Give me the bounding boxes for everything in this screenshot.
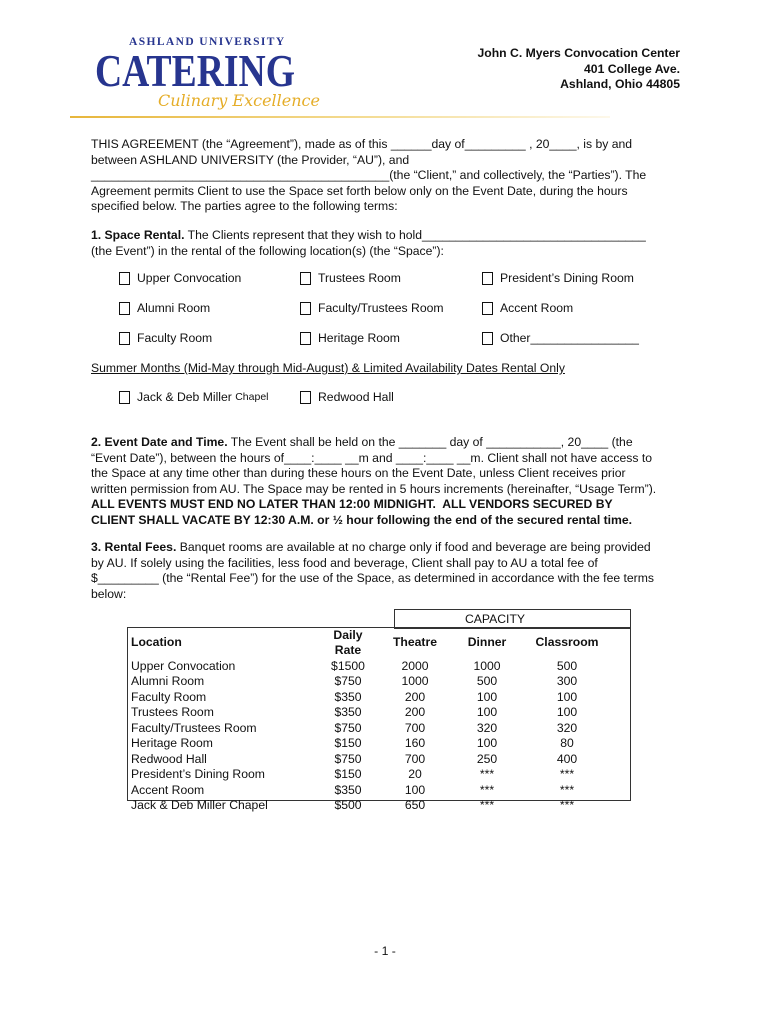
rental-fee-table — [127, 612, 607, 814]
cell-classroom: 500 — [556, 658, 578, 673]
logo-tagline: Culinary Excellence — [158, 91, 320, 110]
header-dinner: Dinner — [467, 635, 507, 650]
cell-rate: $350 — [334, 689, 362, 704]
logo-top-text: ASHLAND UNIVERSITY — [129, 36, 286, 48]
header-theatre: Theatre — [392, 635, 438, 650]
cell-dinner: *** — [479, 782, 495, 797]
option-redwood-hall[interactable]: Redwood Hall — [300, 390, 394, 406]
cell-rate: $150 — [334, 736, 362, 750]
cell-location: Jack & Deb Miller Chapel — [131, 798, 268, 812]
vacate-rule-1: ALL EVENTS MUST END NO LATER THAN 12:00 MIDNIGHT. ALL VENDORS SECURED BY — [91, 497, 613, 512]
header-rule — [70, 116, 610, 118]
section3-heading: 3. Rental Fees. — [91, 540, 177, 554]
checkbox[interactable] — [300, 332, 311, 345]
address-line-3: Ashland, Ohio 44805 — [560, 77, 680, 92]
cell-dinner: *** — [479, 767, 495, 781]
header-location: Location — [131, 635, 182, 650]
cell-dinner: 250 — [476, 751, 498, 766]
vacate-rule-2: CLIENT SHALL VACATE BY 12:30 A.M. or ½ hour following the end of the secured rental time. — [91, 512, 633, 527]
intro-line-2: between ASHLAND UNIVERSITY (the Provider, “AU”), and — [91, 152, 410, 167]
cell-location: Trustees Room — [131, 705, 214, 719]
cell-dinner: *** — [479, 798, 495, 812]
summer-rental-note: Summer Months (Mid-May through Mid-August) & Limited Availability Dates Rental Only — [91, 361, 565, 375]
table-row — [127, 767, 607, 783]
option-upper-convocation[interactable]: Upper Convocation — [119, 271, 241, 287]
cell-rate: $750 — [334, 720, 362, 735]
cell-location: Heritage Room — [131, 736, 213, 750]
cell-location: Redwood Hall — [131, 751, 207, 766]
cell-theatre: 1000 — [401, 674, 429, 688]
option-other[interactable]: Other________________ — [482, 331, 639, 347]
catering-logo — [95, 30, 335, 114]
table-row — [127, 736, 607, 752]
section1-line2: (the Event”) in the rental of the following location(s) (the “Space”): — [91, 243, 444, 258]
intro-line-3: ____________________________________________(the “Client,” and collectively, the “Parties”). The — [91, 168, 647, 183]
section2-heading: 2. Event Date and Time. — [91, 435, 228, 449]
option-trustees-room[interactable]: Trustees Room — [300, 271, 401, 287]
cell-rate: $350 — [334, 782, 362, 797]
table-row — [127, 798, 607, 814]
section1-line1: The Clients represent that they wish to hold_________________________________ — [184, 228, 646, 242]
cell-classroom: 100 — [556, 689, 578, 704]
checkbox[interactable] — [482, 302, 493, 315]
cell-theatre: 700 — [404, 720, 426, 735]
intro-line-4: Agreement permits Client to use the Space set forth below only on the Event Date, during the hours — [91, 183, 628, 198]
option-presidents-dining-room[interactable]: President’s Dining Room — [482, 271, 634, 287]
section-space-rental — [91, 228, 681, 259]
cell-rate: $750 — [334, 751, 362, 766]
checkbox[interactable] — [119, 302, 130, 315]
cell-rate: $150 — [334, 767, 362, 781]
cell-rate: $1500 — [331, 658, 365, 673]
header-classroom: Classroom — [535, 635, 599, 650]
address-line-2: 401 College Ave. — [584, 61, 680, 76]
cell-rate: $350 — [334, 705, 362, 719]
table-row — [127, 783, 607, 799]
cell-classroom: 80 — [560, 736, 574, 750]
logo-main-text: CATERING — [95, 45, 295, 96]
cell-dinner: 500 — [476, 674, 498, 688]
intro-line-1: THIS AGREEMENT (the “Agreement”), made as of this ______day of_________ , 20____, is by and — [91, 137, 633, 151]
checkbox[interactable] — [300, 391, 311, 404]
cell-classroom: *** — [559, 782, 575, 797]
cell-classroom: 100 — [556, 705, 578, 719]
option-accent-room[interactable]: Accent Room — [482, 301, 573, 317]
option-alumni-room[interactable]: Alumni Room — [119, 301, 210, 317]
venue-address — [440, 46, 680, 93]
table-row — [127, 705, 607, 721]
header-rate: Daily Rate — [333, 627, 363, 657]
section-event-date-time: 2. Event Date and Time. The Event shall be held on the _______ day of ___________, 20____ (the “Event Date”), between the hours of____:____ __m and ____:____ __m. Client shall not have access to the Space at any time other than during these hours on the Event Date, unless Client receives prior written permission from AU. The Space may be rented in 5 hours increments (hereinafter, “Usage Term”). ALL EVENTS MUST END NO LATER THAN 12:00 MIDNIGHT. ALL VENDORS SECURED BY CLIENT SHALL VACATE BY 12:30 A.M. or ½ hour following the end of the secured rental time. — [91, 435, 681, 529]
table-row — [127, 721, 607, 737]
checkbox[interactable] — [119, 272, 130, 285]
checkbox[interactable] — [482, 272, 493, 285]
cell-dinner: 100 — [476, 736, 498, 750]
cell-theatre: 200 — [404, 705, 426, 719]
checkbox[interactable] — [119, 391, 130, 404]
checkbox[interactable] — [119, 332, 130, 345]
section-rental-fees: 3. Rental Fees. Banquet rooms are available at no charge only if food and beverage are being provided by AU. If solely using the facilities, less food and beverage, Client shall pay to AU a total fee of $_________ (the “Rental Fee”) for the use of the Space, as determined in accordance with the fee terms below: — [91, 540, 654, 601]
table-row — [127, 690, 607, 706]
cell-theatre: 100 — [404, 782, 426, 797]
cell-location: Faculty/Trustees Room — [131, 720, 257, 735]
page-number: - 1 - — [374, 944, 396, 958]
cell-rate: $750 — [334, 674, 362, 688]
option-miller-chapel[interactable]: Jack & Deb Miller Chapel — [119, 390, 269, 406]
cell-theatre: 2000 — [401, 658, 429, 673]
option-faculty-room[interactable]: Faculty Room — [119, 331, 212, 347]
cell-theatre: 700 — [404, 751, 426, 766]
option-heritage-room[interactable]: Heritage Room — [300, 331, 400, 347]
cell-location: Upper Convocation — [131, 658, 236, 673]
cell-theatre: 650 — [404, 798, 426, 812]
table-row — [127, 752, 607, 768]
table-row — [127, 674, 607, 690]
cell-classroom: 400 — [556, 751, 578, 766]
intro-line-5: specified below. The parties agree to the following terms: — [91, 199, 398, 214]
capacity-label: CAPACITY — [464, 612, 526, 626]
cell-classroom: *** — [559, 798, 575, 812]
agreement-intro — [91, 137, 681, 215]
cell-classroom: *** — [559, 767, 575, 781]
cell-theatre: 160 — [404, 736, 426, 750]
table-row — [127, 659, 607, 675]
cell-classroom: 320 — [556, 720, 578, 735]
cell-theatre: 200 — [404, 689, 426, 704]
cell-dinner: 100 — [476, 689, 498, 704]
cell-rate: $500 — [334, 798, 362, 812]
checkbox[interactable] — [300, 302, 311, 315]
cell-theatre: 20 — [408, 767, 422, 781]
option-faculty-trustees-room[interactable]: Faculty/Trustees Room — [300, 301, 444, 317]
cell-dinner: 1000 — [473, 658, 501, 673]
checkbox[interactable] — [300, 272, 311, 285]
cell-dinner: 100 — [476, 705, 498, 719]
section1-heading: 1. Space Rental. — [91, 228, 185, 242]
cell-location: Accent Room — [131, 782, 205, 797]
address-line-1: John C. Myers Convocation Center — [477, 46, 680, 60]
cell-location: President’s Dining Room — [131, 767, 265, 781]
cell-dinner: 320 — [476, 720, 498, 735]
cell-location: Faculty Room — [131, 689, 207, 704]
cell-classroom: 300 — [556, 674, 578, 688]
checkbox[interactable] — [482, 332, 493, 345]
cell-location: Alumni Room — [131, 674, 205, 688]
